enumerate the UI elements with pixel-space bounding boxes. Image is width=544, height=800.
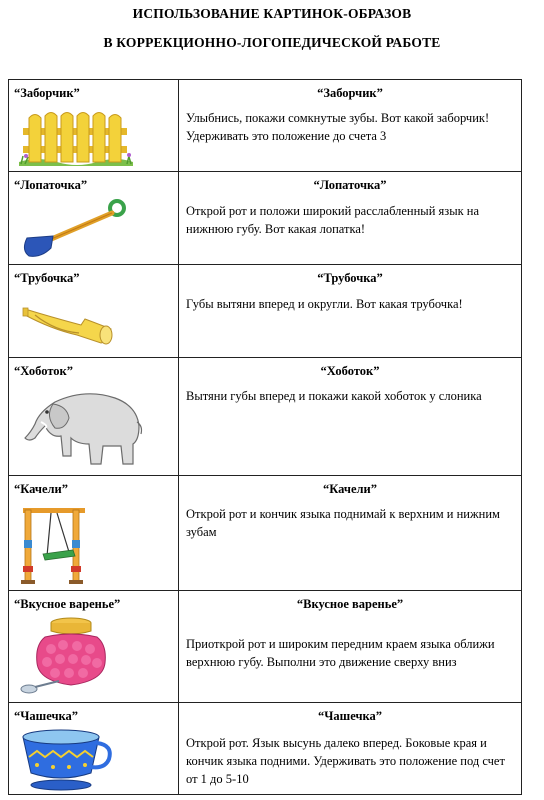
fence-icon bbox=[17, 108, 135, 168]
cup-icon bbox=[15, 727, 115, 791]
description-cell bbox=[179, 591, 522, 703]
exercise-label: “Качели” bbox=[14, 482, 68, 496]
exercise-title: “Вкусное варенье” bbox=[296, 597, 404, 611]
exercise-description: Открой рот и кончик языка поднимай к верхним и нижним зубам bbox=[186, 507, 500, 539]
picture-cell bbox=[9, 703, 179, 795]
picture-cell bbox=[9, 591, 179, 703]
picture-cell bbox=[9, 80, 179, 172]
page-subtitle: В КОРРЕКЦИОННО-ЛОГОПЕДИЧЕСКОЙ РАБОТЕ bbox=[103, 35, 441, 50]
exercise-label: “Заборчик” bbox=[14, 86, 80, 100]
picture-cell bbox=[9, 265, 179, 358]
table-row bbox=[9, 265, 522, 358]
table-row bbox=[9, 358, 522, 476]
swing-icon bbox=[17, 500, 101, 586]
table-row bbox=[9, 591, 522, 703]
description-cell bbox=[179, 703, 522, 795]
exercise-title: “Чашечка” bbox=[317, 709, 383, 723]
shovel-icon bbox=[19, 198, 129, 260]
table-row bbox=[9, 172, 522, 265]
table-row bbox=[9, 80, 522, 172]
exercise-description: Вытяни губы вперед и покажи какой хоботок у слоника bbox=[186, 389, 482, 403]
exercise-description: Открой рот и положи широкий расслабленный язык на нижнюю губу. Вот какая лопатка! bbox=[186, 204, 480, 236]
elephant-icon bbox=[15, 382, 147, 470]
exercise-label: “Вкусное варенье” bbox=[14, 597, 121, 611]
picture-cell bbox=[9, 476, 179, 591]
description-cell bbox=[179, 476, 522, 591]
picture-cell bbox=[9, 172, 179, 265]
exercise-description: Улыбнись, покажи сомкнутые зубы. Вот какой заборчик! Удерживать это положение до счета 3 bbox=[186, 111, 490, 143]
description-cell bbox=[179, 172, 522, 265]
exercise-title: “Трубочка” bbox=[317, 271, 383, 285]
exercise-title: “Заборчик” bbox=[317, 86, 383, 100]
picture-cell bbox=[9, 358, 179, 476]
description-cell bbox=[179, 265, 522, 358]
exercise-label: “Чашечка” bbox=[14, 709, 79, 723]
trumpet-icon bbox=[21, 295, 115, 347]
table-row bbox=[9, 476, 522, 591]
exercise-label: “Лопаточка” bbox=[14, 178, 88, 192]
exercise-title: “Лопаточка” bbox=[313, 178, 387, 192]
jam-jar-icon bbox=[15, 615, 119, 699]
exercise-description: Губы вытяни вперед и округли. Вот какая трубочка! bbox=[186, 297, 463, 311]
exercise-description: Открой рот. Язык высунь далеко вперед. Боковые края и кончик языка подними. Удерживать это положение под счет от 1 до 5-10 bbox=[186, 736, 505, 786]
description-cell bbox=[179, 80, 522, 172]
exercise-title: “Качели” bbox=[323, 482, 377, 496]
exercise-label: “Хоботок” bbox=[14, 364, 73, 378]
description-cell bbox=[179, 358, 522, 476]
exercise-title: “Хоботок” bbox=[320, 364, 380, 378]
exercise-description: Приоткрой рот и широким передним краем языка оближи верхнюю губу. Выполни это движение сверху вниз bbox=[186, 637, 495, 669]
page-title: ИСПОЛЬЗОВАНИЕ КАРТИНОК-ОБРАЗОВ bbox=[132, 6, 412, 21]
exercises-table bbox=[8, 79, 522, 795]
exercise-label: “Трубочка” bbox=[14, 271, 80, 285]
table-row bbox=[9, 703, 522, 795]
